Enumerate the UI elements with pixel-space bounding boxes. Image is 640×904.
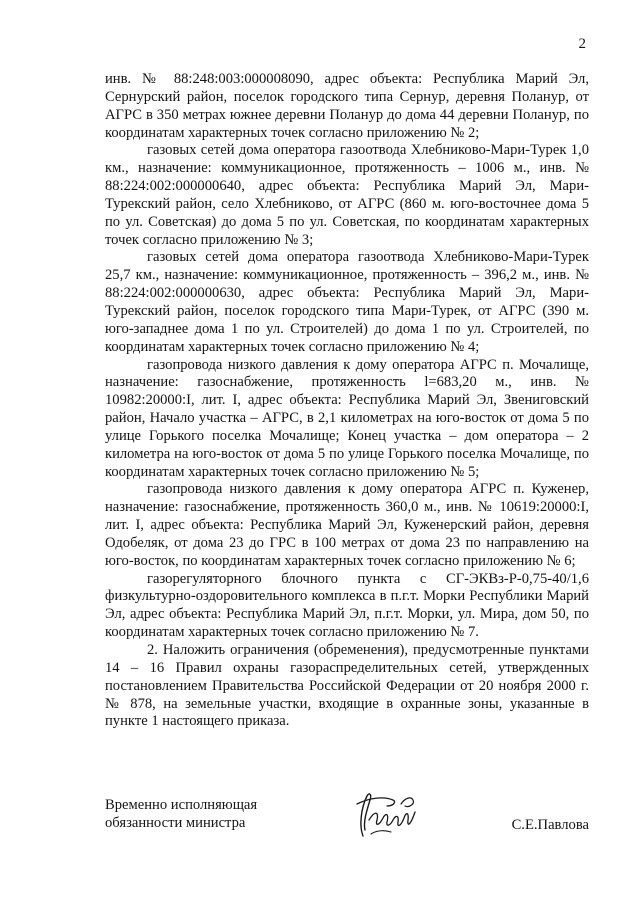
signer-title-line-2: обязанности министра bbox=[105, 815, 246, 831]
signature-block bbox=[105, 796, 589, 856]
signer-title-line-1: Временно исполняющая bbox=[105, 797, 258, 813]
paragraph-item-pipeline-mochalishche: газопровода низкого давления к дому оператора АГРС п. Мочалище, назначение: газоснабжение, протяженность l=683,20 м., инв. № 10982:20000:I, лит. I, адрес объекта: Республика Марий Эл, Звениговский район, Начало участка – АГРС, в 2,1 километрах на юго-восток от дома 5 по улице Горького поселка Мочалище; Конец участка – дом оператора – 2 километра на юго-восток от дома 5 по улице Горького поселка Мочалище, по координатам характерных точек согласно приложению № 5; bbox=[105, 356, 589, 480]
paragraph-item-gas-networks-25km: газовых сетей дома оператора газоотвода Хлебниково-Мари-Турек 25,7 км., назначение: коммуникационное, протяженность – 396,2 м., инв. № 88:224:002:000000630, адрес объекта: Республика Марий Эл, Мари-Турекский район, поселок городского типа Мари-Турек, от АГРС (390 м. юго-западнее дома 1 по ул. Строителей) до дома 1 по ул. Строителей, по координатам характерных точек согласно приложению № 4; bbox=[105, 249, 589, 355]
handwritten-signature bbox=[349, 790, 421, 842]
page-number: 2 bbox=[578, 36, 586, 52]
signer-name: С.Е.Павлова bbox=[511, 817, 589, 833]
document-body bbox=[105, 71, 589, 731]
paragraph-item-pipeline-kuzhener: газопровода низкого давления к дому оператора АГРС п. Куженер, назначение: газоснабжение, протяженность 360,0 м., инв. № 10619:20000:I, лит. I, адрес объекта: Республика Марий Эл, Куженерский район, деревня Одобеляк, от дома 23 до ГРС в 100 метрах от дома 23 по направлению на юго-восток, по координатам характерных точек согласно приложению № 6; bbox=[105, 481, 589, 569]
paragraph-item-1-continuation: инв. № 88:248:003:000008090, адрес объекта: Республика Марий Эл, Сернурский район, поселок городского типа Сернур, деревня Поланур, от АГРС в 350 метрах южнее деревни Поланур до дома 44 деревни Поланур, по координатам характерных точек согласно приложению № 2; bbox=[105, 71, 589, 141]
paragraph-item-regulator-point-morki: газорегуляторного блочного пункта с СГ-ЭКВз-Р-0,75-40/1,6 физкультурно-оздоровительного комплекса в п.г.т. Морки Республики Марий Эл, адрес объекта: Республика Марий Эл, п.г.т. Морки, ул. Мира, дом 50, по координатам характерных точек согласно приложению № 7. bbox=[105, 570, 589, 641]
paragraph-clause-2: 2. Наложить ограничения (обременения), предусмотренные пунктами 14 – 16 Правил охраны газораспределительных сетей, утвержденных постановлением Правительства Российской Федерации от 20 ноября 2000 г. № 878, на земельные участки, входящие в охранные зоны, указанные в пункте 1 настоящего приказа. bbox=[105, 642, 589, 730]
paragraph-item-gas-networks-1km: газовых сетей дома оператора газоотвода Хлебниково-Мари-Турек 1,0 км., назначение: коммуникационное, протяженность – 1006 м., инв. № 88:224:002:000000640, адрес объекта: Республика Марий Эл, Мари-Турекский район, село Хлебниково, от АГРС (860 м. юго-восточнее дома 5 по ул. Советская) до дома 5 по ул. Советская, по координатам характерных точек согласно приложению № 3; bbox=[105, 142, 589, 248]
signer-title bbox=[105, 796, 257, 832]
